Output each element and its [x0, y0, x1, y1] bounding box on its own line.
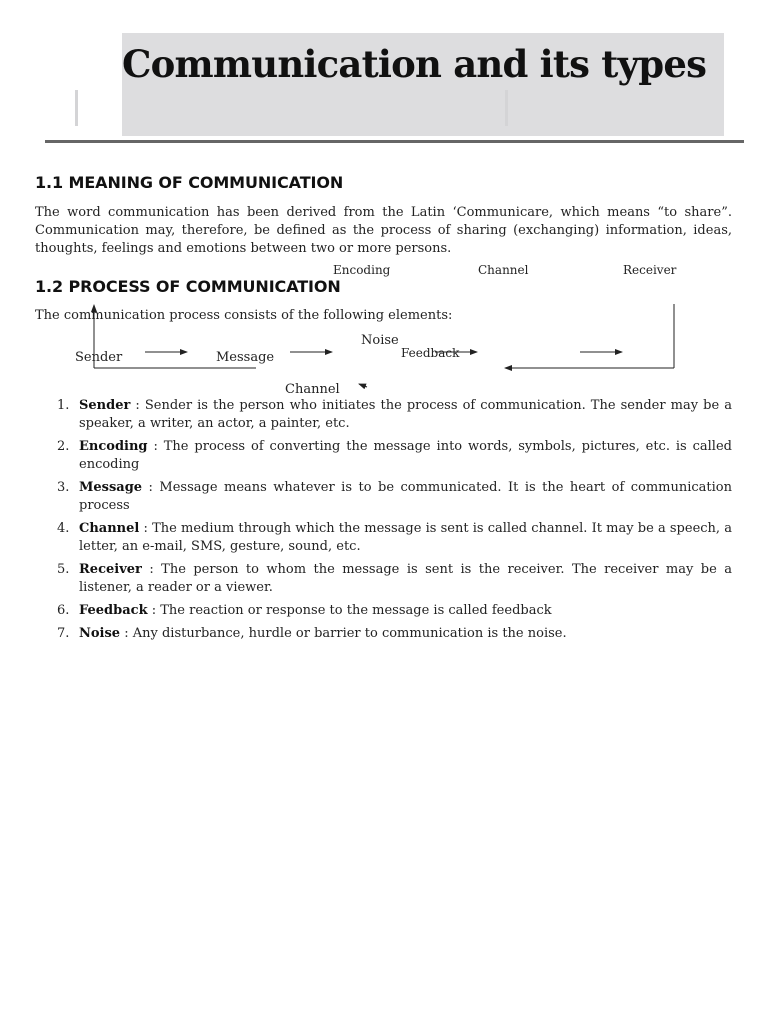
- item-term: Message: [79, 480, 143, 495]
- title-divider: [45, 140, 744, 143]
- item-number: 3.: [57, 480, 70, 495]
- item-number: 6.: [57, 603, 70, 618]
- item-description: Message means whatever is to be communicated. It is the heart of communication process: [79, 480, 732, 513]
- channel-bottom-arrow: [359, 384, 367, 387]
- label-channel-top: Channel: [478, 263, 529, 277]
- page-title: Communication and its types: [122, 42, 707, 86]
- title-decor-left: [75, 90, 78, 126]
- item-term: Sender: [79, 398, 131, 413]
- element-item-sender: [35, 397, 732, 433]
- label-sender: Sender: [75, 350, 123, 365]
- label-noise: Noise: [361, 333, 399, 348]
- item-term: Noise: [79, 626, 121, 641]
- element-item-encoding: [35, 438, 732, 474]
- item-term: Channel: [79, 521, 140, 536]
- section-heading-process: 1.2 PROCESS OF COMMUNICATION: [35, 277, 341, 296]
- title-decor-right: [505, 90, 508, 126]
- item-description: Any disturbance, hurdle or barrier to communication is the noise.: [132, 626, 567, 641]
- item-term: Encoding: [79, 439, 148, 454]
- item-description: The person to whom the message is sent is the receiver. The receiver may be a listener, a reader or a viewer.: [79, 562, 732, 595]
- label-receiver: Receiver: [623, 263, 677, 277]
- section-heading-meaning: 1.1 MEANING OF COMMUNICATION: [35, 173, 344, 192]
- item-term: Receiver: [79, 562, 142, 577]
- item-number: 1.: [57, 398, 70, 413]
- item-separator: :: [120, 626, 133, 641]
- element-item-channel: [35, 520, 732, 556]
- item-description: Sender is the person who initiates the process of communication. The sender may be a speaker, a writer, an actor, a painter, etc.: [79, 398, 732, 431]
- item-separator: :: [139, 521, 153, 536]
- item-description: The medium through which the message is sent is called channel. It may be a speech, a letter, an e-mail, SMS, gesture, sound, etc.: [79, 521, 732, 554]
- label-message: Message: [216, 350, 275, 365]
- item-description: The process of converting the message into words, symbols, pictures, etc. is called encoding: [79, 439, 732, 472]
- label-channel-bottom: Channel: [285, 382, 340, 397]
- label-feedback: Feedback: [401, 346, 460, 360]
- element-item-feedback: [35, 602, 732, 620]
- item-separator: :: [147, 603, 161, 618]
- element-item-message: [35, 479, 732, 515]
- elements-list: [35, 397, 732, 648]
- label-encoding: Encoding: [333, 263, 391, 277]
- element-item-noise: [35, 625, 732, 643]
- item-description: The reaction or response to the message is called feedback: [160, 603, 552, 618]
- meaning-paragraph: The word communication has been derived from the Latin ‘Communicare, which means “to share”. Communication may, therefore, be defined as the process of sharing (exchanging) information, ideas, thoughts, feelings and emotions between two or more persons.: [35, 205, 732, 256]
- item-separator: :: [141, 562, 162, 577]
- item-separator: :: [147, 439, 164, 454]
- process-intro: The communication process consists of the following elements:: [35, 308, 453, 323]
- item-number: 2.: [57, 439, 70, 454]
- item-number: 5.: [57, 562, 70, 577]
- item-separator: :: [142, 480, 160, 495]
- item-separator: :: [130, 398, 145, 413]
- item-number: 7.: [57, 626, 70, 641]
- item-term: Feedback: [79, 603, 148, 618]
- element-item-receiver: [35, 561, 732, 597]
- item-number: 4.: [57, 521, 70, 536]
